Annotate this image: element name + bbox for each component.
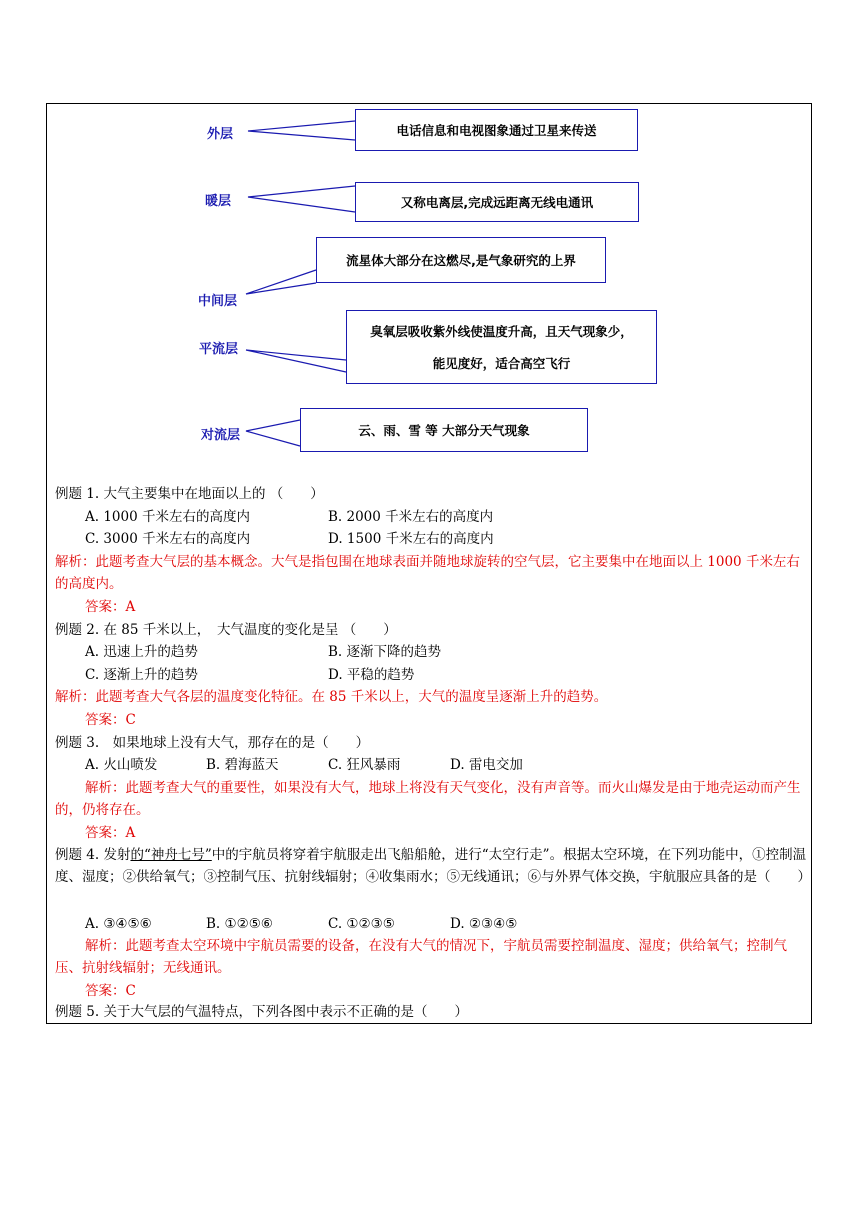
layer-box-outer: 电话信息和电视图象通过卫星来传送 [355, 109, 638, 151]
connector-troposphere [246, 420, 300, 446]
q3-answer: 答案：A [85, 825, 136, 841]
layer-box-mesosphere: 流星体大部分在这燃尽,是气象研究的上界 [316, 237, 606, 283]
connector-thermosphere [248, 186, 355, 212]
q4-option-c: C. ①②③⑤ [328, 916, 395, 932]
q4-option-a: A. ③④⑤⑥ [85, 916, 152, 932]
layer-label-stratosphere: 平流层 [199, 342, 239, 357]
q4-stem [55, 844, 811, 888]
q1-analysis: 解析：此题考查大气层的基本概念。大气是指包围在地球表面并随地球旋转的空气层，它主要集中在地面以上 1000 千米左右的高度内。 [55, 554, 800, 592]
q1-option-d: D. 1500 千米左右的高度内 [328, 531, 494, 547]
q4-option-b: B. ①②⑤⑥ [206, 916, 273, 932]
q3-option-d: D. 雷电交加 [450, 757, 523, 773]
connector-stratosphere [246, 350, 346, 372]
q5-stem: 例题 5. 关于大气层的气温特点，下列各图中表示不正确的是（ ） [55, 1004, 468, 1020]
layer-box-troposphere: 云、雨、雪 等 大部分天气现象 [300, 408, 588, 452]
stratosphere-text-line-2: 能见度好，适合高空飞行 [432, 356, 571, 371]
q4-answer: 答案：C [85, 983, 136, 999]
layer-label-mesosphere: 中间层 [198, 294, 238, 309]
q1-option-a: A. 1000 千米左右的高度内 [85, 509, 250, 525]
atmosphere-layer-diagram [0, 0, 860, 460]
q3-analysis: 解析：此题考查大气的重要性，如果没有大气，地球上将没有天气变化，没有声音等。而火山爆发是由于地壳运动而产生的，仍将存在。 [55, 780, 801, 818]
q2-stem: 例题 2. 在 85 千米以上， 大气温度的变化是呈 （ ） [55, 622, 397, 638]
q4-stem-rest: 中的宇航员将穿着宇航服走出飞船船舱，进行“太空行走”。根据太空环境，在下列功能中，①控制温度、湿度；②供给氧气；③控制气压、抗射线辐射；④收集雨水；⑤无线通讯；⑥与外界气体交换，宇航服应具备的是（ ） [55, 847, 811, 885]
q1-option-c: C. 3000 千米左右的高度内 [85, 531, 251, 547]
q3-option-c: C. 狂风暴雨 [328, 757, 401, 773]
connector-outer-layer [248, 121, 355, 140]
q2-option-c: C. 逐渐上升的趋势 [85, 667, 198, 683]
layer-box-stratosphere [346, 310, 657, 384]
stratosphere-text-line-1: 臭氧层吸收紫外线使温度升高，且天气现象少， [370, 324, 633, 339]
q2-option-d: D. 平稳的趋势 [328, 667, 415, 683]
q4-analysis: 解析：此题考查太空环境中宇航员需要的设备，在没有大气的情况下，宇航员需要控制温度、湿度；供给氧气；控制气压、抗射线辐射；无线通讯。 [55, 938, 787, 976]
layer-label-outer: 外层 [207, 127, 234, 142]
q3-stem: 例题 3. 如果地球上没有大气，那存在的是（ ） [55, 735, 370, 751]
connector-mesosphere [246, 270, 316, 294]
q2-option-a: A. 迅速上升的趋势 [85, 644, 198, 660]
q3-option-a: A. 火山喷发 [85, 757, 158, 773]
q4-stem-underlined: 的“神舟七号” [130, 847, 212, 863]
q2-analysis: 解析：此题考查大气各层的温度变化特征。在 85 千米以上，大气的温度呈逐渐上升的趋势。 [55, 689, 608, 705]
layer-label-troposphere: 对流层 [201, 428, 241, 443]
q1-option-b: B. 2000 千米左右的高度内 [328, 509, 494, 525]
layer-box-thermosphere: 又称电离层,完成远距离无线电通讯 [355, 182, 639, 222]
q1-answer: 答案：A [85, 599, 136, 615]
q4-stem-prefix: 例题 4. 发射 [55, 847, 131, 863]
layer-label-thermosphere: 暖层 [205, 194, 232, 209]
q1-stem: 例题 1. 大气主要集中在地面以上的 （ ） [55, 486, 324, 502]
q2-option-b: B. 逐渐下降的趋势 [328, 644, 442, 660]
q2-answer: 答案：C [85, 712, 136, 728]
q3-option-b: B. 碧海蓝天 [206, 757, 279, 773]
q4-option-d: D. ②③④⑤ [450, 916, 518, 932]
